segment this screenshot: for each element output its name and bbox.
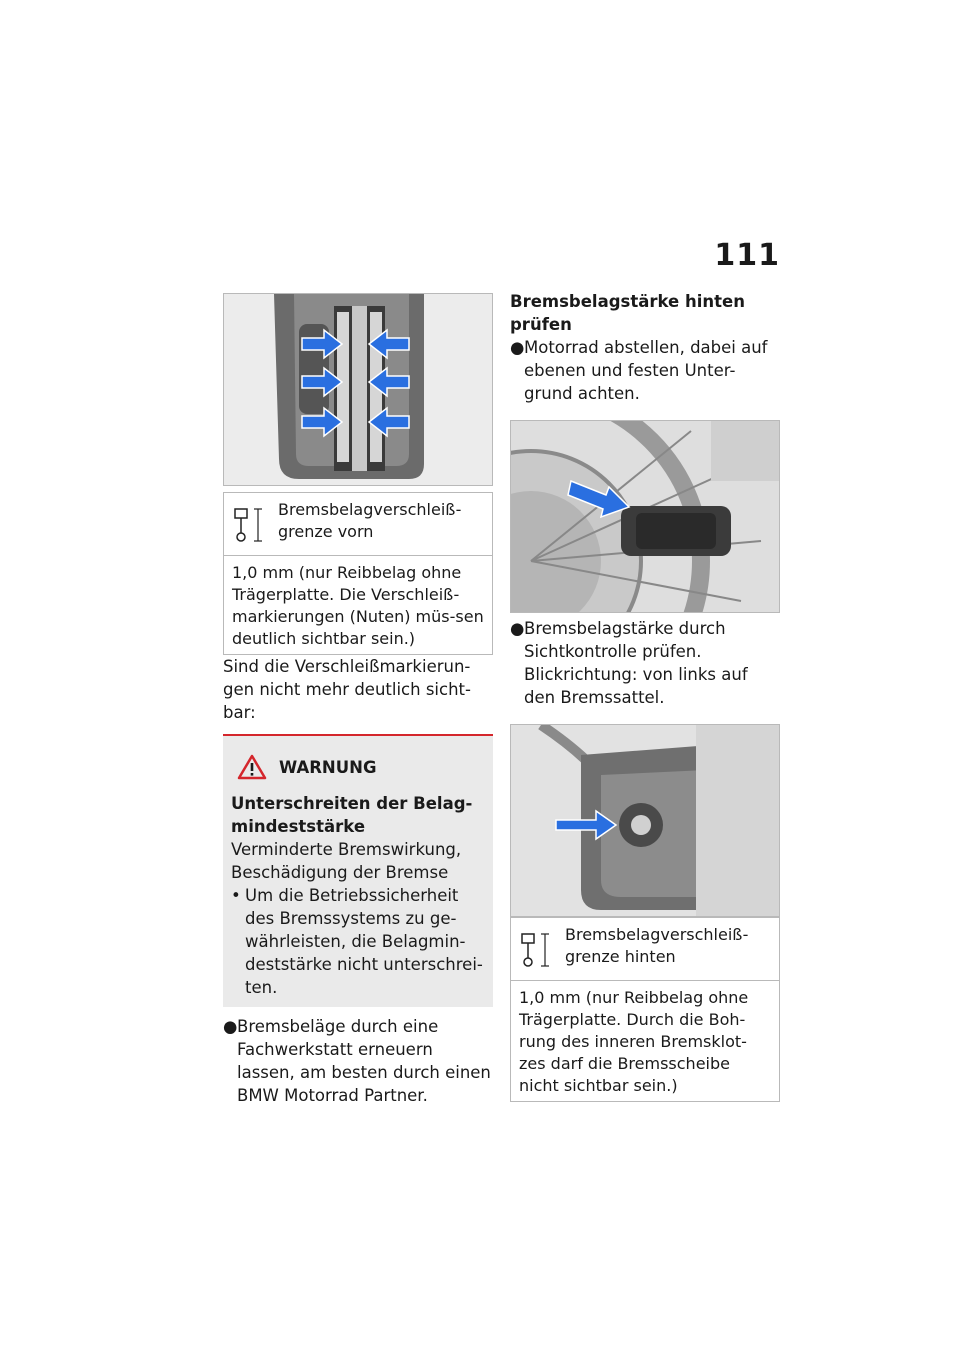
brake-pad-wear-gauge-icon bbox=[232, 503, 268, 549]
brake-pad-wear-gauge-icon bbox=[519, 928, 555, 974]
left-column bbox=[223, 293, 493, 1107]
front-wear-limit-spec bbox=[223, 492, 493, 655]
rear-wheel-figure bbox=[510, 420, 780, 613]
bullet-dot: ● bbox=[510, 338, 525, 357]
bullet-dot: • bbox=[231, 886, 241, 905]
bullet-dot: ● bbox=[510, 619, 525, 638]
visual-check-step bbox=[510, 617, 780, 709]
replace-pads-step bbox=[223, 1015, 493, 1107]
right-column bbox=[510, 290, 780, 1102]
warning-subject: Unterschreiten der Belag-mindeststärke bbox=[231, 794, 473, 836]
section-heading: Bremsbelagstärke hinten prüfen bbox=[510, 292, 745, 334]
warning-box bbox=[223, 734, 493, 1007]
spec-title: Bremsbelagverschleiß-grenze hinten bbox=[565, 925, 749, 966]
warning-triangle-icon bbox=[237, 754, 267, 780]
spec-value: 1,0 mm (nur Reibbelag ohne Trägerplatte. Durch die Boh-rung des inneren Bremsklot-zes darf die Bremsscheibe nicht sichtbar sein.) bbox=[519, 988, 749, 1095]
warning-label: WARNUNG bbox=[279, 757, 377, 777]
rear-caliper-closeup-illustration bbox=[511, 725, 779, 916]
spec-value: 1,0 mm (nur Reibbelag ohne Trägerplatte. Die Verschleiß-markierungen (Nuten) müs-sen deutlich sichtbar sein.) bbox=[232, 563, 484, 648]
warning-measure bbox=[231, 884, 483, 999]
rear-caliper-figure bbox=[510, 724, 780, 917]
warning-consequence: Verminderte Bremswirkung, Beschädigung der Bremse bbox=[231, 840, 462, 882]
rear-wheel-caliper-illustration bbox=[511, 421, 779, 612]
spec-header bbox=[224, 493, 492, 556]
condition-text: Sind die Verschleißmarkierun-gen nicht mehr deutlich sicht-bar: bbox=[223, 657, 471, 722]
bullet-dot: ● bbox=[223, 1017, 238, 1036]
spec-title: Bremsbelagverschleiß-grenze vorn bbox=[278, 500, 462, 541]
visual-check-text: Bremsbelagstärke durch Sichtkontrolle prüfen. Blickrichtung: von links auf den Bremssattel. bbox=[524, 619, 748, 707]
park-motorcycle-step bbox=[510, 336, 780, 405]
page-number: 111 bbox=[714, 238, 780, 273]
warning-measure-text: Um die Betriebssicherheit des Bremssystems zu ge-währleisten, die Belagmin-deststärke nicht unterschrei-ten. bbox=[245, 886, 483, 997]
rear-wear-limit-spec bbox=[510, 917, 780, 1102]
front-brake-pads-illustration bbox=[224, 294, 492, 485]
warning-header bbox=[237, 754, 483, 780]
spec-header bbox=[511, 918, 779, 981]
park-motorcycle-text: Motorrad abstellen, dabei auf ebenen und festen Unter-grund achten. bbox=[524, 338, 768, 403]
front-brake-caliper-figure bbox=[223, 293, 493, 486]
replace-pads-text: Bremsbeläge durch eine Fachwerkstatt erneuern lassen, am besten durch einen BMW Motorrad Partner. bbox=[237, 1017, 491, 1105]
